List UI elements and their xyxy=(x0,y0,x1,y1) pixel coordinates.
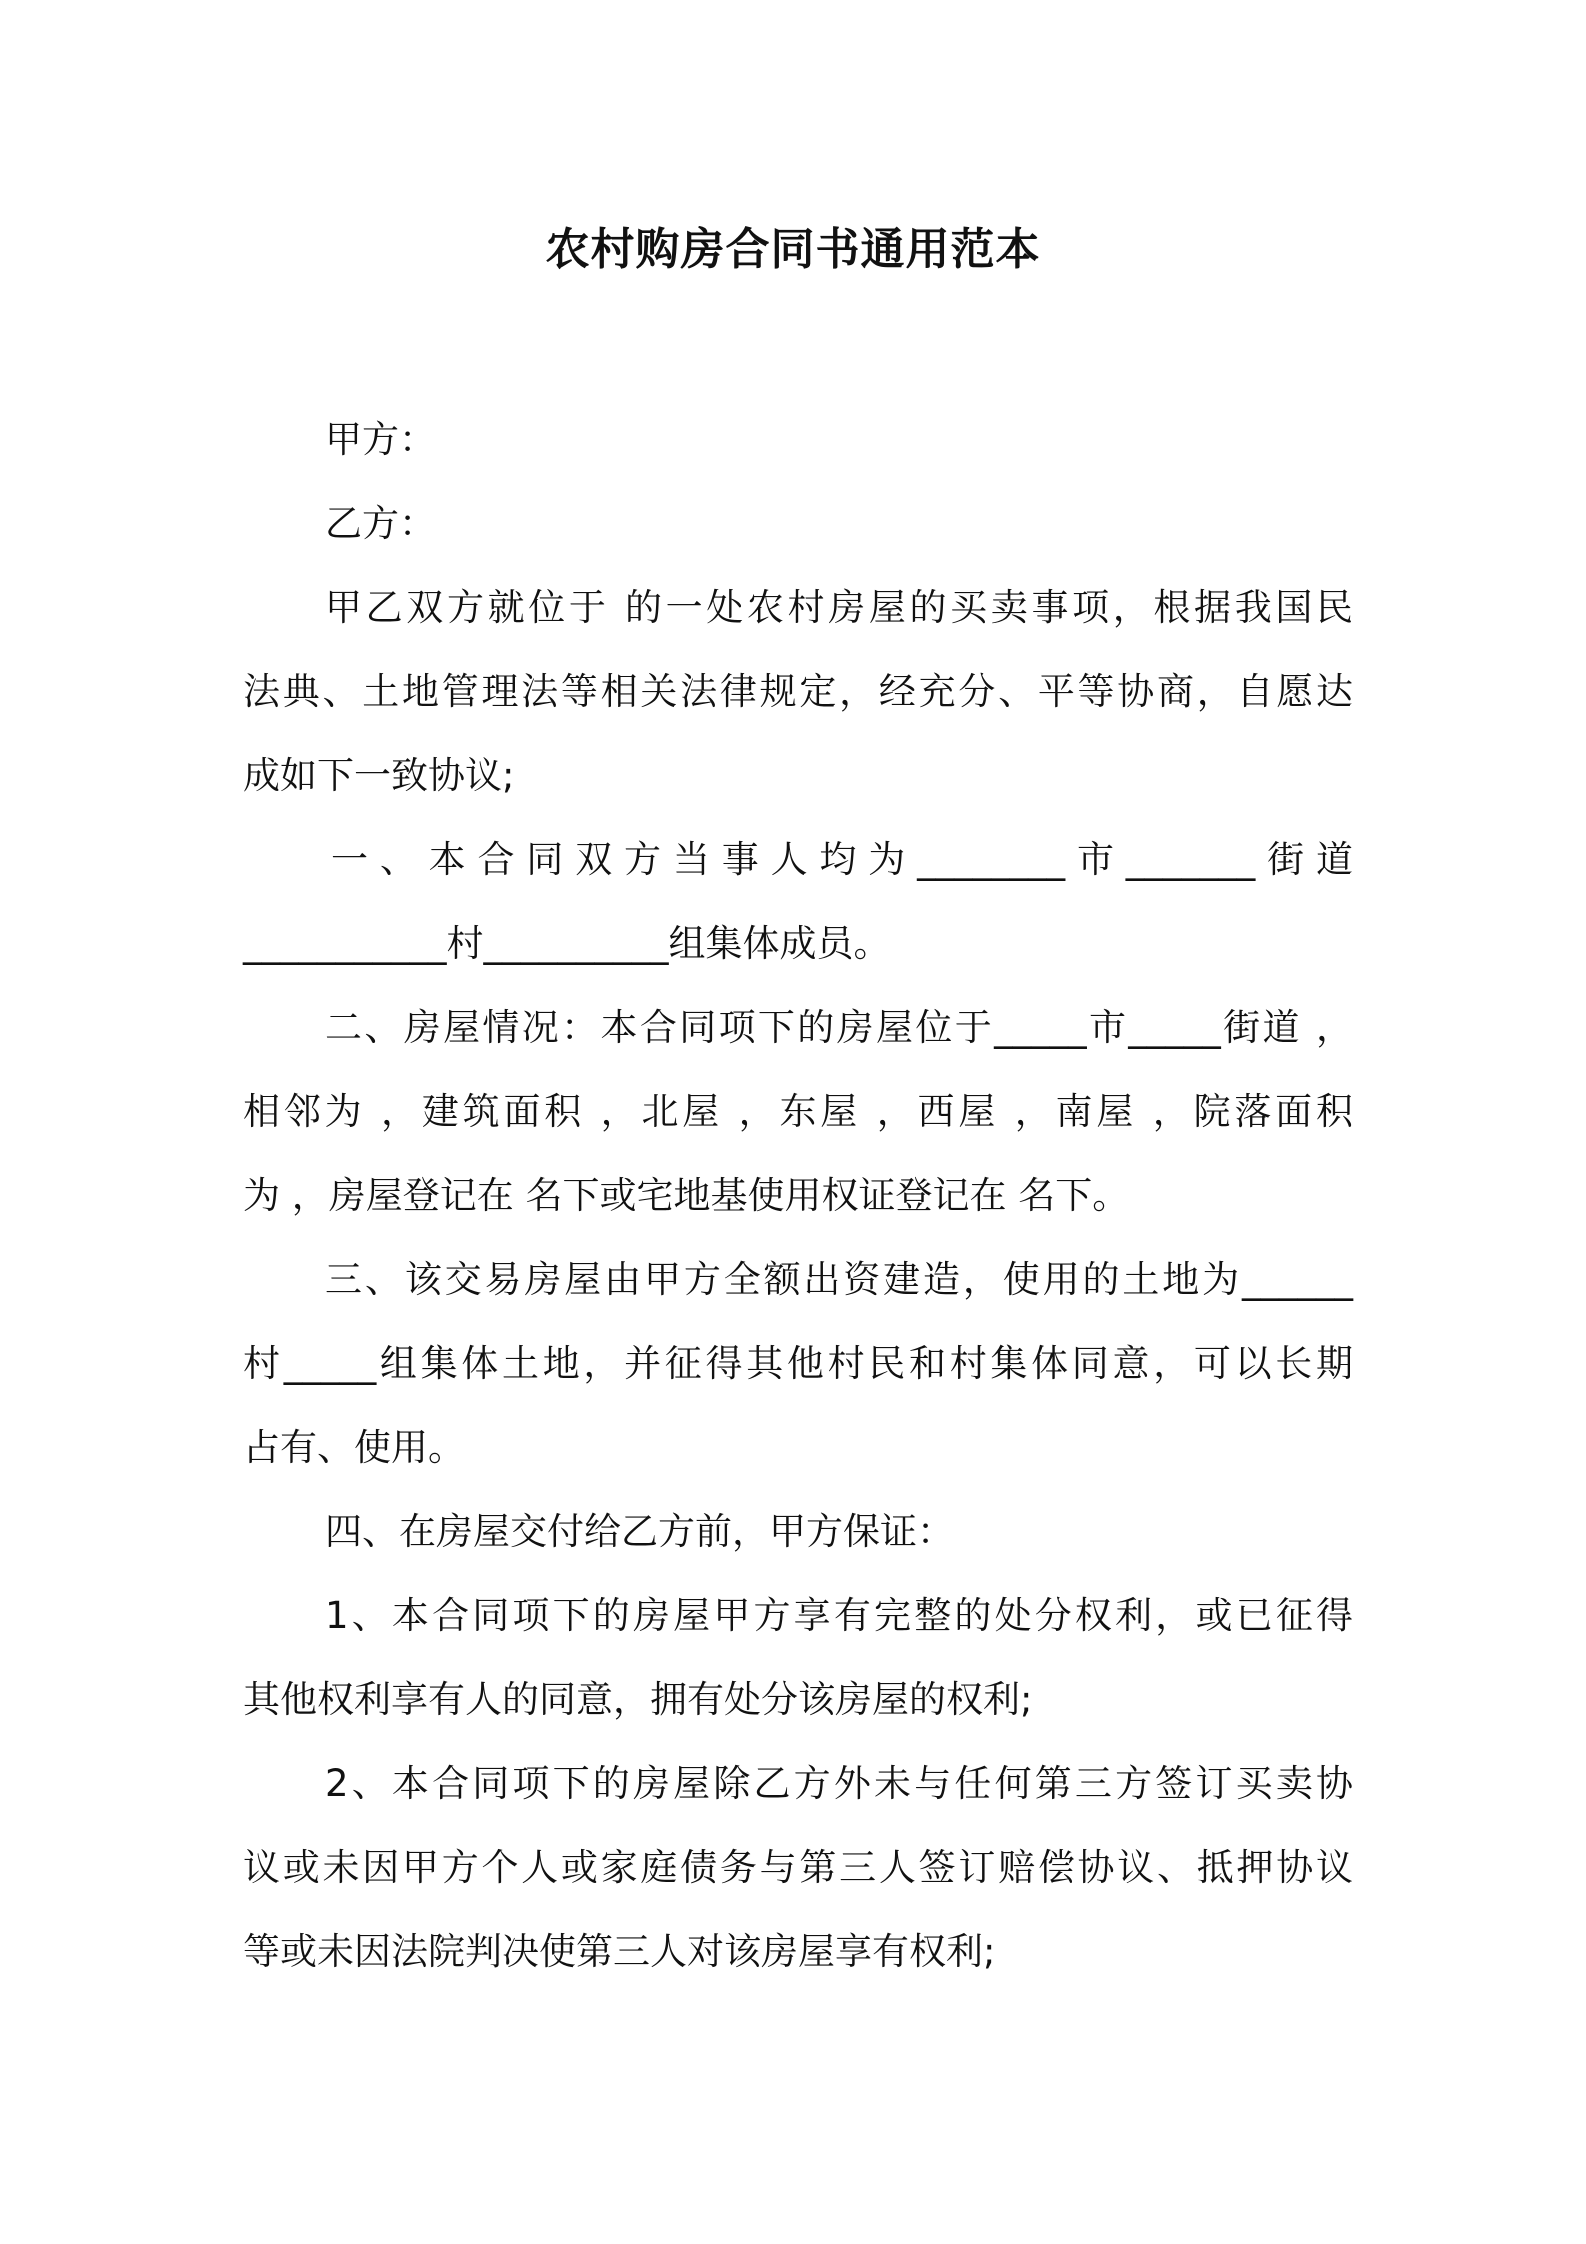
clause-4-item-2-line-3: 等或未因法院判决使第三人对该房屋享有权利; xyxy=(243,1930,996,1973)
document-title: 农村购房合同书通用范本 xyxy=(545,224,1041,275)
clause-4-item-2-line-2: 议或未因甲方个人或家庭债务与第三人签订赔偿协议、抵押协议 xyxy=(243,1846,1353,1889)
clause-1-line-2: ___________村__________组集体成员。 xyxy=(243,922,891,965)
clause-3-line-3: 占有、使用。 xyxy=(243,1426,465,1469)
clause-2-line-1: 二、房屋情况：本合同项下的房屋位于_____市_____街道 ， xyxy=(325,1006,1353,1049)
clause-4-item-1-line-2: 其他权利享有人的同意，拥有处分该房屋的权利; xyxy=(243,1678,1033,1721)
party-a-label: 甲方： xyxy=(325,418,436,461)
clause-1-line-1: 一、本合同双方当事人均为________市_______街道 xyxy=(331,838,1353,881)
clause-4-heading: 四、在房屋交付给乙方前，甲方保证： xyxy=(325,1510,954,1553)
clause-4-item-2-line-1: 2、本合同项下的房屋除乙方外未与任何第三方签订买卖协 xyxy=(325,1762,1353,1805)
intro-line-1: 甲乙双方就位于 的一处农村房屋的买卖事项，根据我国民 xyxy=(325,586,1353,629)
clause-2-line-3: 为 ，房屋登记在 名下或宅地基使用权证登记在 名下。 xyxy=(243,1174,1130,1217)
clause-4-item-1-line-1: 1、本合同项下的房屋甲方享有完整的处分权利，或已征得 xyxy=(325,1594,1353,1637)
party-b-label: 乙方： xyxy=(325,502,436,545)
intro-line-2: 法典、土地管理法等相关法律规定，经充分、平等协商，自愿达 xyxy=(243,670,1353,713)
clause-2-line-2: 相邻为 ，建筑面积 ，北屋 ，东屋 ，西屋 ，南屋 ，院落面积 xyxy=(243,1090,1353,1133)
clause-3-line-1: 三、该交易房屋由甲方全额出资建造，使用的土地为______ xyxy=(325,1258,1353,1301)
intro-line-3: 成如下一致协议; xyxy=(243,754,515,797)
clause-3-line-2: 村_____组集体土地，并征得其他村民和村集体同意，可以长期 xyxy=(243,1342,1353,1385)
